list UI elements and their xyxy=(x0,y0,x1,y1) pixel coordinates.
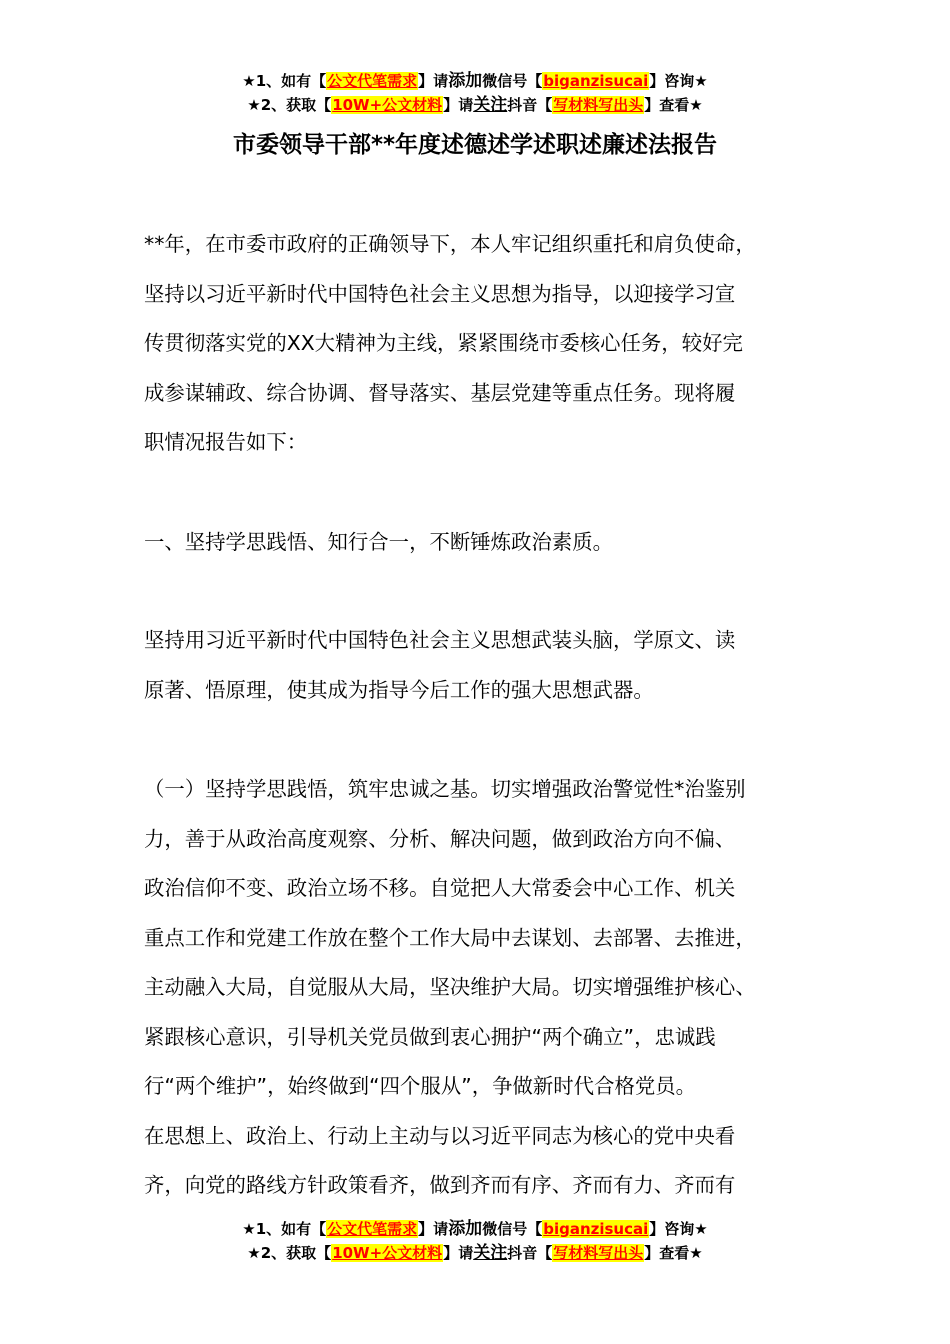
text-line: 重点工作和党建工作放在整个工作大局中去谋划、去部署、去推进， xyxy=(144,925,756,950)
text-line: 职情况报告如下： xyxy=(144,430,308,454)
paragraph-intro xyxy=(144,220,834,468)
text-line: （一）坚持学思践悟，筑牢忠诚之基。切实增强政治警觉性*治鉴别 xyxy=(144,777,746,801)
text-line: 政治信仰不变、政治立场不移。自觉把人大常委会中心工作、机关 xyxy=(144,876,736,900)
promo-text: 微信号【 xyxy=(482,72,543,90)
document-title: 市委领导干部**年度述德述学述职述廉述法报告 xyxy=(232,132,718,158)
text-line: 一、坚持学思践悟、知行合一，不断锤炼政治素质。 xyxy=(144,530,613,554)
promo-banner-bottom xyxy=(0,1217,950,1265)
promo-emphasis: 添加 xyxy=(448,1219,483,1239)
text-line: 紧跟核心意识，引导机关党员做到衷心拥护“两个确立”，忠诚践 xyxy=(144,1024,716,1049)
promo-text: 抖音【 xyxy=(507,1244,553,1262)
text-line: 在思想上、政治上、行动上主动与以习近平同志为核心的党中央看 xyxy=(144,1123,736,1148)
promo-highlight: 公文代笔需求 xyxy=(327,1220,418,1238)
text-line: 坚持以习近平新时代中国特色社会主义思想为指导，以迎接学习宣 xyxy=(144,281,736,306)
wechat-id-highlight: biganzisucai xyxy=(543,1220,649,1238)
promo-text: 】咨询★ xyxy=(649,72,708,90)
promo-emphasis: 关注 xyxy=(473,95,508,115)
text-line: 力，善于从政治高度观察、分析、解决问题，做到政治方向不偏、 xyxy=(144,826,736,851)
douyin-account-highlight: 写材料写出头 xyxy=(553,1244,644,1262)
paragraph-section-intro xyxy=(144,616,834,715)
text-line: 齐，向党的路线方针政策看齐，做到齐而有序、齐而有力、齐而有 xyxy=(144,1173,736,1197)
promo-text: 】请 xyxy=(418,72,449,90)
promo-line-1 xyxy=(0,69,950,93)
text-line: 行“两个维护”，始终做到“四个服从”，争做新时代合格党员。 xyxy=(144,1074,697,1098)
promo-text: ★2、获取【 xyxy=(247,96,332,114)
promo-text: ★1、如有【 xyxy=(242,1220,327,1238)
promo-highlight: 10W+公文材料 xyxy=(332,1244,443,1262)
text-line: 主动融入大局，自觉服从大局，坚决维护大局。切实增强维护核心、 xyxy=(144,975,756,999)
promo-text: ★1、如有【 xyxy=(242,72,327,90)
promo-text: 】请 xyxy=(443,96,474,114)
promo-line-1 xyxy=(0,1217,950,1241)
promo-text: 】查看★ xyxy=(644,96,703,114)
promo-line-2 xyxy=(0,93,950,117)
section-heading xyxy=(144,518,834,568)
promo-text: ★2、获取【 xyxy=(247,1244,332,1262)
text-line: 成参谋辅政、综合协调、督导落实、基层党建等重点任务。现将履 xyxy=(144,380,736,405)
text-line: **年，在市委市政府的正确领导下，本人牢记组织重托和肩负使命， xyxy=(144,232,756,256)
promo-highlight: 10W+公文材料 xyxy=(332,96,443,114)
promo-emphasis: 关注 xyxy=(473,1243,508,1263)
promo-banner-top xyxy=(0,69,950,117)
text-line: 坚持用习近平新时代中国特色社会主义思想武装头脑，学原文、读 xyxy=(144,628,736,652)
promo-text: 抖音【 xyxy=(507,96,553,114)
promo-text: 】咨询★ xyxy=(649,1220,708,1238)
promo-highlight: 公文代笔需求 xyxy=(327,72,418,90)
douyin-account-highlight: 写材料写出头 xyxy=(553,96,644,114)
paragraph-subsection-1 xyxy=(144,765,834,1211)
text-line: 传贯彻落实党的XX大精神为主线，紧紧围绕市委核心任务，较好完 xyxy=(144,331,743,355)
promo-text: 】查看★ xyxy=(644,1244,703,1262)
promo-text: 】请 xyxy=(418,1220,449,1238)
promo-line-2 xyxy=(0,1241,950,1265)
promo-text: 微信号【 xyxy=(482,1220,543,1238)
wechat-id-highlight: biganzisucai xyxy=(543,72,649,90)
promo-text: 】请 xyxy=(443,1244,474,1262)
promo-emphasis: 添加 xyxy=(448,71,483,91)
text-line: 原著、悟原理，使其成为指导今后工作的强大思想武器。 xyxy=(144,677,654,702)
